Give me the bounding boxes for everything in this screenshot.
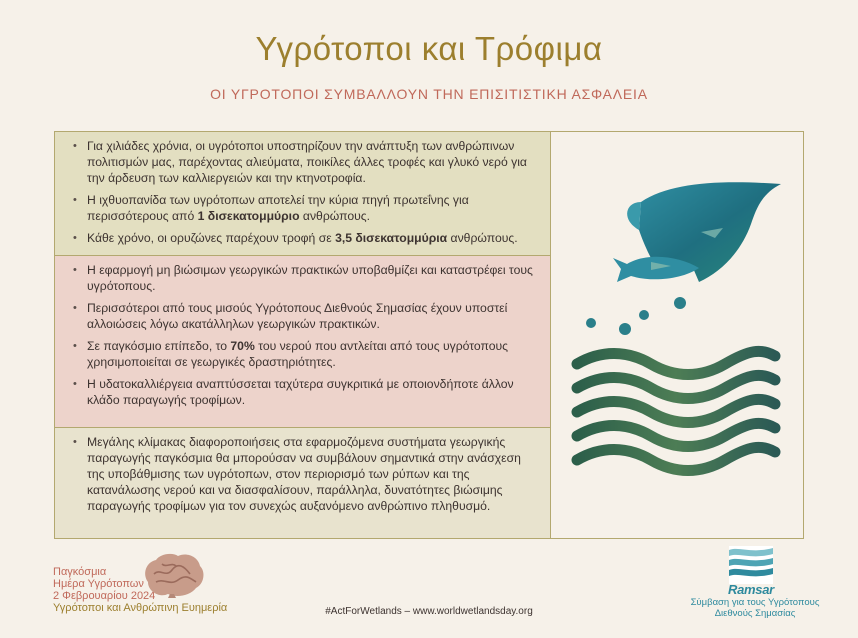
item-text: Η υδατοκαλλιέργεια αναπτύσσεται ταχύτερα συγκριτικά με οποιονδήποτε άλλον κλάδο παραγωγής τροφίμων. bbox=[87, 377, 514, 407]
ramsar-caption bbox=[660, 597, 850, 619]
list-item bbox=[71, 376, 536, 408]
item-text: Η ιχθυοπανίδα των υγρότοπων αποτελεί την κύρια πηγή πρωτεΐνης για περισσότερους από bbox=[87, 193, 469, 223]
item-text: Σε παγκόσμιο επίπεδο, το bbox=[87, 339, 231, 353]
wwd-line2: Ημέρα Υγρότοπων bbox=[53, 578, 144, 590]
list-item bbox=[71, 138, 536, 186]
panel-food-provision bbox=[55, 132, 551, 256]
illustration-panel bbox=[551, 132, 803, 538]
ramsar-line2: Διεθνούς Σημασίας bbox=[714, 608, 796, 619]
item-text: του νερού που αντλείται από τους υγρότοπους χρησιμοποιείται σε γεωργικές δραστηριότητες. bbox=[87, 339, 509, 369]
item-text: Κάθε χρόνο, οι ορυζώνες παρέχουν τροφή σε bbox=[87, 231, 336, 245]
item-text: Για χιλιάδες χρόνια, οι υγρότοποι υποστηρίζουν την ανάπτυξη των ανθρώπινων πολιτισμών μας, παρέχοντας αλιεύματα, ποικίλες άλλες τροφές και γλυκό νερό για την άρδευση των καλλιεργειών και την κτηνοτροφία. bbox=[87, 139, 527, 185]
panel-food-list bbox=[71, 138, 536, 246]
page-title: Υγρότοποι και Τρόφιμα bbox=[255, 30, 603, 67]
list-item bbox=[71, 262, 536, 294]
item-text: Η εφαρμογή μη βιώσιμων γεωργικών πρακτικών υποβαθμίζει και καταστρέφει τους υγρότοπους. bbox=[87, 263, 533, 293]
ramsar-line1: Σύμβαση για τους Υγρότοπους bbox=[690, 597, 820, 608]
brain-wetland-icon bbox=[140, 552, 206, 598]
wwd-date: 2 Φεβρουαρίου 2024 bbox=[53, 590, 156, 602]
fish-silhouette-icon bbox=[551, 132, 803, 538]
panel-agriculture-impacts bbox=[55, 256, 551, 428]
highlight-value: 3,5 δισεκατομμύρια bbox=[335, 231, 448, 245]
item-text: ανθρώπους. bbox=[447, 231, 518, 245]
content-grid bbox=[54, 131, 804, 539]
ramsar-logo-icon bbox=[729, 546, 773, 584]
ramsar-wordmark: Ramsar bbox=[728, 582, 774, 597]
item-text: ανθρώπους. bbox=[299, 209, 371, 223]
list-item bbox=[71, 338, 536, 370]
list-item bbox=[71, 300, 536, 332]
list-item bbox=[71, 434, 536, 514]
list-item bbox=[71, 230, 536, 246]
page-subtitle: ΟΙ ΥΓΡΟΤΟΠΟΙ ΣΥΜΒΑΛΛΟΥΝ ΤΗΝ ΕΠΙΣΙΤΙΣΤΙΚΗ ΑΣΦΑΛΕΙΑ bbox=[210, 86, 648, 102]
highlight-value: 1 δισεκατομμύριο bbox=[197, 209, 300, 223]
wwd-theme: Υγρότοποι και Ανθρώπινη Ευημερία bbox=[53, 602, 228, 614]
wwd-line1: Παγκόσμια bbox=[53, 566, 107, 578]
item-text: Περισσότεροι από τους μισούς Υγρότοπους Διεθνούς Σημασίας έχουν υποστεί αλλοιώσεις λόγω ακατάλληλων γεωργικών πρακτικών. bbox=[87, 301, 508, 331]
footer-hashtag: #ActForWetlands – www.worldwetlandsday.org bbox=[325, 606, 533, 617]
panel-solutions-list bbox=[71, 434, 536, 514]
panel-solutions bbox=[55, 428, 551, 538]
highlight-value: 70% bbox=[230, 339, 255, 353]
list-item bbox=[71, 192, 536, 224]
item-text: Μεγάλης κλίμακας διαφοροποιήσεις στα εφαρμοζόμενα συστήματα γεωργικής παραγωγής παγκόσμια θα μπορούσαν να συμβάλουν σημαντικά στην ανάσχεση της υποβάθμισης των υγρότοπων, στον περιορισμό των ρύπων και της κατανάλωσης νερού και να διασφαλίσουν, παράλληλα, δυνατότητες βιώσιμης παραγωγής τροφίμων για τον συνεχώς αυξανόμενο ανθρώπινο πληθυσμό. bbox=[87, 435, 521, 513]
water-waves-icon bbox=[577, 351, 775, 470]
panel-impacts-list bbox=[71, 262, 536, 408]
